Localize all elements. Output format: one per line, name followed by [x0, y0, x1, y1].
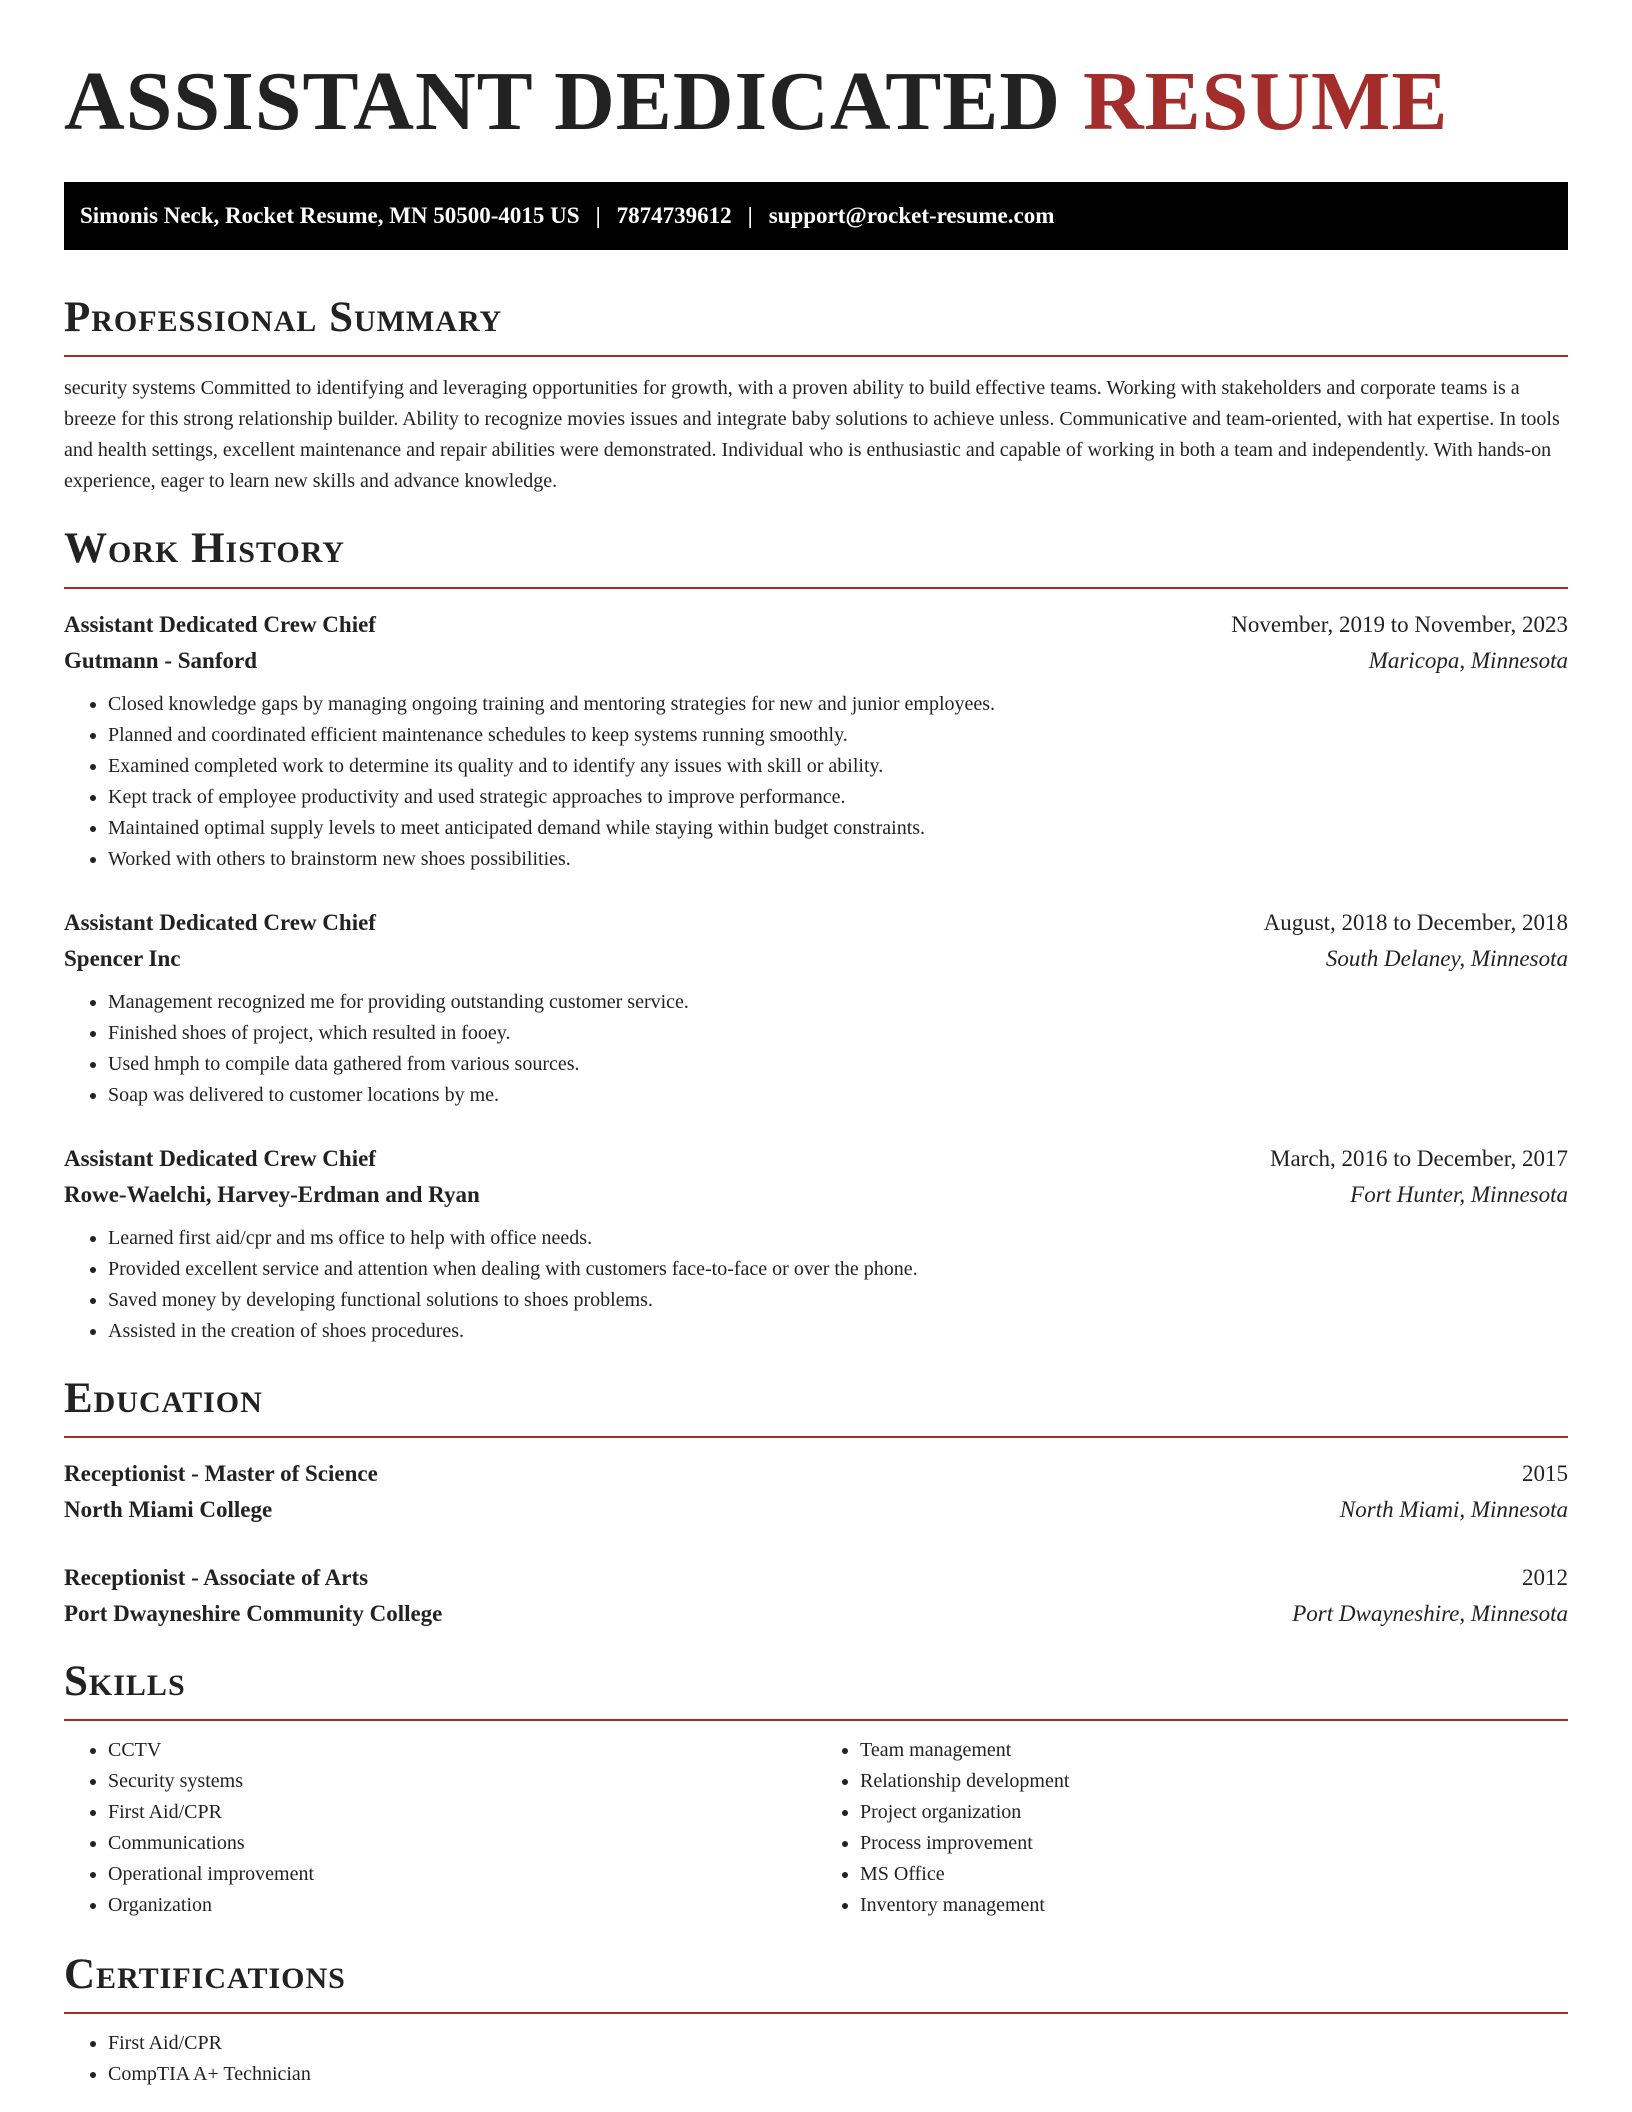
certifications-heading: Certifications	[64, 1951, 346, 1999]
education-section	[64, 1375, 1568, 1632]
skills-list-left	[64, 1735, 816, 1921]
job-bullet: • Examined completed work to determine its quality and to identify any issues with skill or ability.	[108, 751, 1568, 782]
job-company: Gutmann - Sanford	[64, 647, 257, 673]
skills-list-right	[816, 1735, 1568, 1921]
contact-separator: |	[595, 203, 601, 228]
job-location: Maricopa, Minnesota	[1368, 647, 1568, 673]
skill-item: • Inventory management	[860, 1890, 1568, 1921]
skill-item: • Project organization	[860, 1797, 1568, 1828]
job-title: Assistant Dedicated Crew Chief	[64, 611, 376, 637]
job-bullet: • Saved money by developing functional solutions to shoes problems.	[108, 1285, 1568, 1316]
work-history-heading: Work History	[64, 525, 345, 573]
work-history-section	[64, 525, 1568, 1346]
resume-title	[64, 0, 1568, 148]
job-bullet: • Used hmph to compile data gathered from various sources.	[108, 1049, 1568, 1080]
job-entry	[64, 905, 1568, 1111]
resume-title-accent: RESUME	[1082, 55, 1449, 148]
job-bullets	[64, 689, 1568, 875]
education-school: North Miami College	[64, 1496, 273, 1522]
job-title: Assistant Dedicated Crew Chief	[64, 909, 376, 935]
skill-item: • First Aid/CPR	[108, 1797, 816, 1828]
job-location: South Delaney, Minnesota	[1325, 945, 1568, 971]
job-bullets	[64, 1223, 1568, 1347]
job-bullet: • Maintained optimal supply levels to meet anticipated demand while staying within budget constraints.	[108, 813, 1568, 844]
skill-item: • CCTV	[108, 1735, 816, 1766]
job-bullet: • Closed knowledge gaps by managing ongoing training and mentoring strategies for new and junior employees.	[108, 689, 1568, 720]
section-divider	[64, 355, 1568, 357]
skill-item: • Relationship development	[860, 1766, 1568, 1797]
job-dates: November, 2019 to November, 2023	[1231, 611, 1568, 637]
education-degree: Receptionist - Master of Science	[64, 1460, 378, 1486]
skills-heading: Skills	[64, 1657, 186, 1705]
skill-item: • Process improvement	[860, 1828, 1568, 1859]
education-year: 2015	[1522, 1460, 1568, 1486]
skill-item: • Communications	[108, 1828, 816, 1859]
job-entry	[64, 1141, 1568, 1347]
skill-item: • Security systems	[108, 1766, 816, 1797]
job-bullet: • Soap was delivered to customer locations by me.	[108, 1080, 1568, 1111]
education-heading: Education	[64, 1374, 263, 1422]
summary-heading: Professional Summary	[64, 294, 503, 341]
skill-item: • Team management	[860, 1735, 1568, 1766]
skills-columns	[64, 1735, 1568, 1921]
certifications-section	[64, 1951, 1568, 2090]
contact-bar	[64, 182, 1568, 250]
job-dates: August, 2018 to December, 2018	[1263, 909, 1568, 935]
education-location: Port Dwayneshire, Minnesota	[1292, 1600, 1568, 1626]
job-company: Rowe-Waelchi, Harvey-Erdman and Ryan	[64, 1181, 480, 1207]
contact-email: support@rocket-resume.com	[768, 203, 1055, 228]
job-entry	[64, 607, 1568, 875]
skill-item: • MS Office	[860, 1859, 1568, 1890]
contact-phone: 7874739612	[616, 203, 732, 228]
contact-address: Simonis Neck, Rocket Resume, MN 50500-4015 US	[80, 203, 580, 228]
section-divider	[64, 1436, 1568, 1438]
job-company: Spencer Inc	[64, 945, 181, 971]
skill-item: • Organization	[108, 1890, 816, 1921]
resume-title-main: ASSISTANT DEDICATED	[64, 55, 1083, 148]
job-bullet: • Planned and coordinated efficient maintenance schedules to keep systems running smoothly.	[108, 720, 1568, 751]
education-entry	[64, 1456, 1568, 1528]
skill-item: • Operational improvement	[108, 1859, 816, 1890]
education-entry	[64, 1560, 1568, 1632]
summary-text: security systems Committed to identifying and leveraging opportunities for growth, with a proven ability to build effective teams. Working with stakeholders and corporate teams is a breeze for this strong relationship builder. Ability to recognize movies issues and integrate baby solutions to achieve unless. Communicative and team-oriented, with hat expertise. In tools and health settings, excellent maintenance and repair abilities were demonstrated. Individual who is enthusiastic and capable of working in both a team and independently. With hands-on experience, eager to learn new skills and advance knowledge.	[64, 377, 1560, 493]
job-bullet: • Worked with others to brainstorm new shoes possibilities.	[108, 844, 1568, 875]
education-school: Port Dwayneshire Community College	[64, 1600, 443, 1626]
summary-section	[64, 294, 1568, 497]
job-bullet: • Assisted in the creation of shoes procedures.	[108, 1316, 1568, 1347]
certification-item: • CompTIA A+ Technician	[108, 2059, 1568, 2090]
job-bullet: • Learned first aid/cpr and ms office to help with office needs.	[108, 1223, 1568, 1254]
education-degree: Receptionist - Associate of Arts	[64, 1564, 369, 1590]
certifications-list	[64, 2028, 1568, 2090]
job-bullets	[64, 987, 1568, 1111]
section-divider	[64, 2012, 1568, 2014]
job-bullet: • Provided excellent service and attention when dealing with customers face-to-face or over the phone.	[108, 1254, 1568, 1285]
education-location: North Miami, Minnesota	[1339, 1496, 1568, 1522]
section-divider	[64, 1719, 1568, 1721]
job-bullet: • Management recognized me for providing outstanding customer service.	[108, 987, 1568, 1018]
certification-item: • First Aid/CPR	[108, 2028, 1568, 2059]
job-location: Fort Hunter, Minnesota	[1350, 1181, 1568, 1207]
section-divider	[64, 587, 1568, 589]
job-bullet: • Kept track of employee productivity and used strategic approaches to improve performance.	[108, 782, 1568, 813]
skills-section	[64, 1658, 1568, 1921]
job-bullet: • Finished shoes of project, which resulted in fooey.	[108, 1018, 1568, 1049]
job-dates: March, 2016 to December, 2017	[1270, 1145, 1568, 1171]
contact-separator: |	[747, 203, 753, 228]
job-title: Assistant Dedicated Crew Chief	[64, 1145, 376, 1171]
education-year: 2012	[1522, 1564, 1568, 1590]
